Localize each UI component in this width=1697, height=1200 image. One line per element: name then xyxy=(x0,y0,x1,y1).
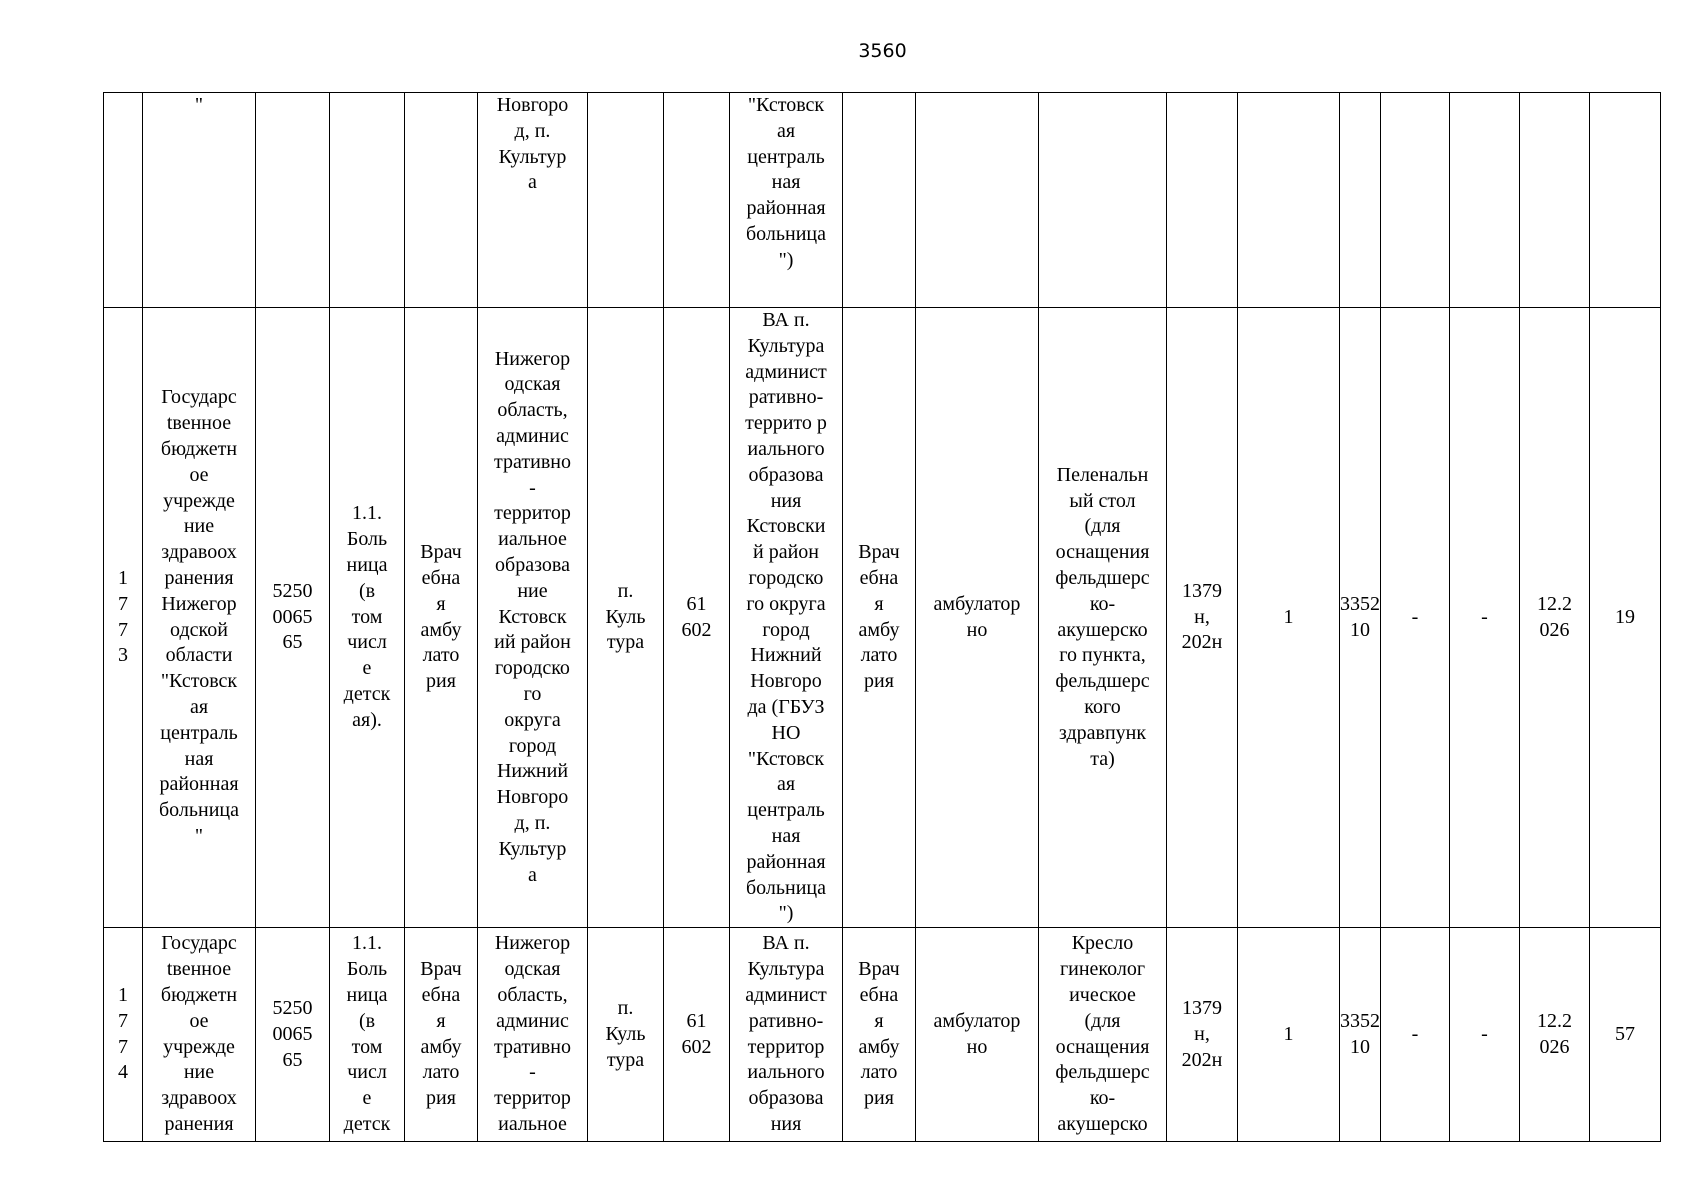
unit-type-cell: Врач ебна я амбу лато рия xyxy=(405,308,478,928)
table-row xyxy=(104,93,1661,308)
quantity-cell: 1 xyxy=(1238,308,1340,928)
dash-cell xyxy=(1381,93,1450,308)
inn-cell: 5250 0065 65 xyxy=(256,308,330,928)
subdivision-cell: ВА п. Культура админист ративно- террито р иального образова ния Кстовски й район городско го округа город Нижний Новгоро да (ГБУЗ НО "Кстовск ая централь ная районная больница ") xyxy=(730,308,843,928)
order-reference-cell: 1379 н, 202н xyxy=(1167,308,1238,928)
inn-cell: 5250 0065 65 xyxy=(256,928,330,1142)
oktmo-cell: 61 602 xyxy=(664,928,730,1142)
organization-name-cell: Государс tвенное бюджетн ое учрежде ние здравоох ранения Нижегор одской области "Кстовск ая централь ная районная больница " xyxy=(143,308,256,928)
table-row xyxy=(104,308,1661,928)
facility-type-cell: 1.1. Боль ница (в том числ е детск ая). xyxy=(330,308,405,928)
code-cell xyxy=(1340,93,1381,308)
dash-cell: - xyxy=(1450,308,1520,928)
date-cell: 12.2 026 xyxy=(1520,928,1590,1142)
care-form-cell xyxy=(916,93,1039,308)
subdivision-type-cell: Врач ебна я амбу лато рия xyxy=(843,308,916,928)
row-number-cell xyxy=(104,93,143,308)
amount-cell xyxy=(1590,93,1661,308)
dash-cell xyxy=(1450,93,1520,308)
date-cell xyxy=(1520,93,1590,308)
dash-cell: - xyxy=(1450,928,1520,1142)
page-number: 3560 xyxy=(858,40,907,62)
settlement-cell: п. Куль тура xyxy=(588,928,664,1142)
settlement-cell: п. Куль тура xyxy=(588,308,664,928)
address-cell: Нижегор одская область, админис тративно - территор иальное образова ние Кстовск ий район городско го округа город Нижний Новгоро д, п. Культур а xyxy=(478,308,588,928)
oktmo-cell: 61 602 xyxy=(664,308,730,928)
unit-type-cell xyxy=(405,93,478,308)
subdivision-cell: ВА п. Культура админист ративно- территор иального образова ния xyxy=(730,928,843,1142)
equipment-name-cell xyxy=(1039,93,1167,308)
order-reference-cell: 1379 н, 202н xyxy=(1167,928,1238,1142)
order-reference-cell xyxy=(1167,93,1238,308)
care-form-cell: амбулатор но xyxy=(916,928,1039,1142)
amount-cell: 57 xyxy=(1590,928,1661,1142)
organization-name-cell: " xyxy=(143,93,256,308)
address-cell: Новгоро д, п. Культур а xyxy=(478,93,588,308)
code-cell: 3352 10 xyxy=(1340,928,1381,1142)
dash-cell: - xyxy=(1381,308,1450,928)
quantity-cell: 1 xyxy=(1238,928,1340,1142)
row-number-cell: 1 7 7 3 xyxy=(104,308,143,928)
equipment-name-cell: Пеленальн ый стол (для оснащения фельдшерс ко- акушерско го пункта, фельдшерс кого здравпунк та) xyxy=(1039,308,1167,928)
date-cell: 12.2 026 xyxy=(1520,308,1590,928)
code-cell: 3352 10 xyxy=(1340,308,1381,928)
oktmo-cell xyxy=(664,93,730,308)
unit-type-cell: Врач ебна я амбу лато рия xyxy=(405,928,478,1142)
subdivision-cell: "Кстовск ая централь ная районная больница ") xyxy=(730,93,843,308)
care-form-cell: амбулатор но xyxy=(916,308,1039,928)
facility-type-cell xyxy=(330,93,405,308)
equipment-name-cell: Кресло гинеколог ическое (для оснащения фельдшерс ко- акушерско xyxy=(1039,928,1167,1142)
row-number-cell: 1 7 7 4 xyxy=(104,928,143,1142)
dash-cell: - xyxy=(1381,928,1450,1142)
facility-type-cell: 1.1. Боль ница (в том числ е детск xyxy=(330,928,405,1142)
settlement-cell xyxy=(588,93,664,308)
address-cell: Нижегор одская область, админис тративно - территор иальное xyxy=(478,928,588,1142)
subdivision-type-cell xyxy=(843,93,916,308)
inn-cell xyxy=(256,93,330,308)
subdivision-type-cell: Врач ебна я амбу лато рия xyxy=(843,928,916,1142)
table-row xyxy=(104,928,1661,1142)
quantity-cell xyxy=(1238,93,1340,308)
equipment-registry-table xyxy=(103,92,1661,1142)
amount-cell: 19 xyxy=(1590,308,1661,928)
organization-name-cell: Государс tвенное бюджетн ое учрежде ние здравоох ранения xyxy=(143,928,256,1142)
